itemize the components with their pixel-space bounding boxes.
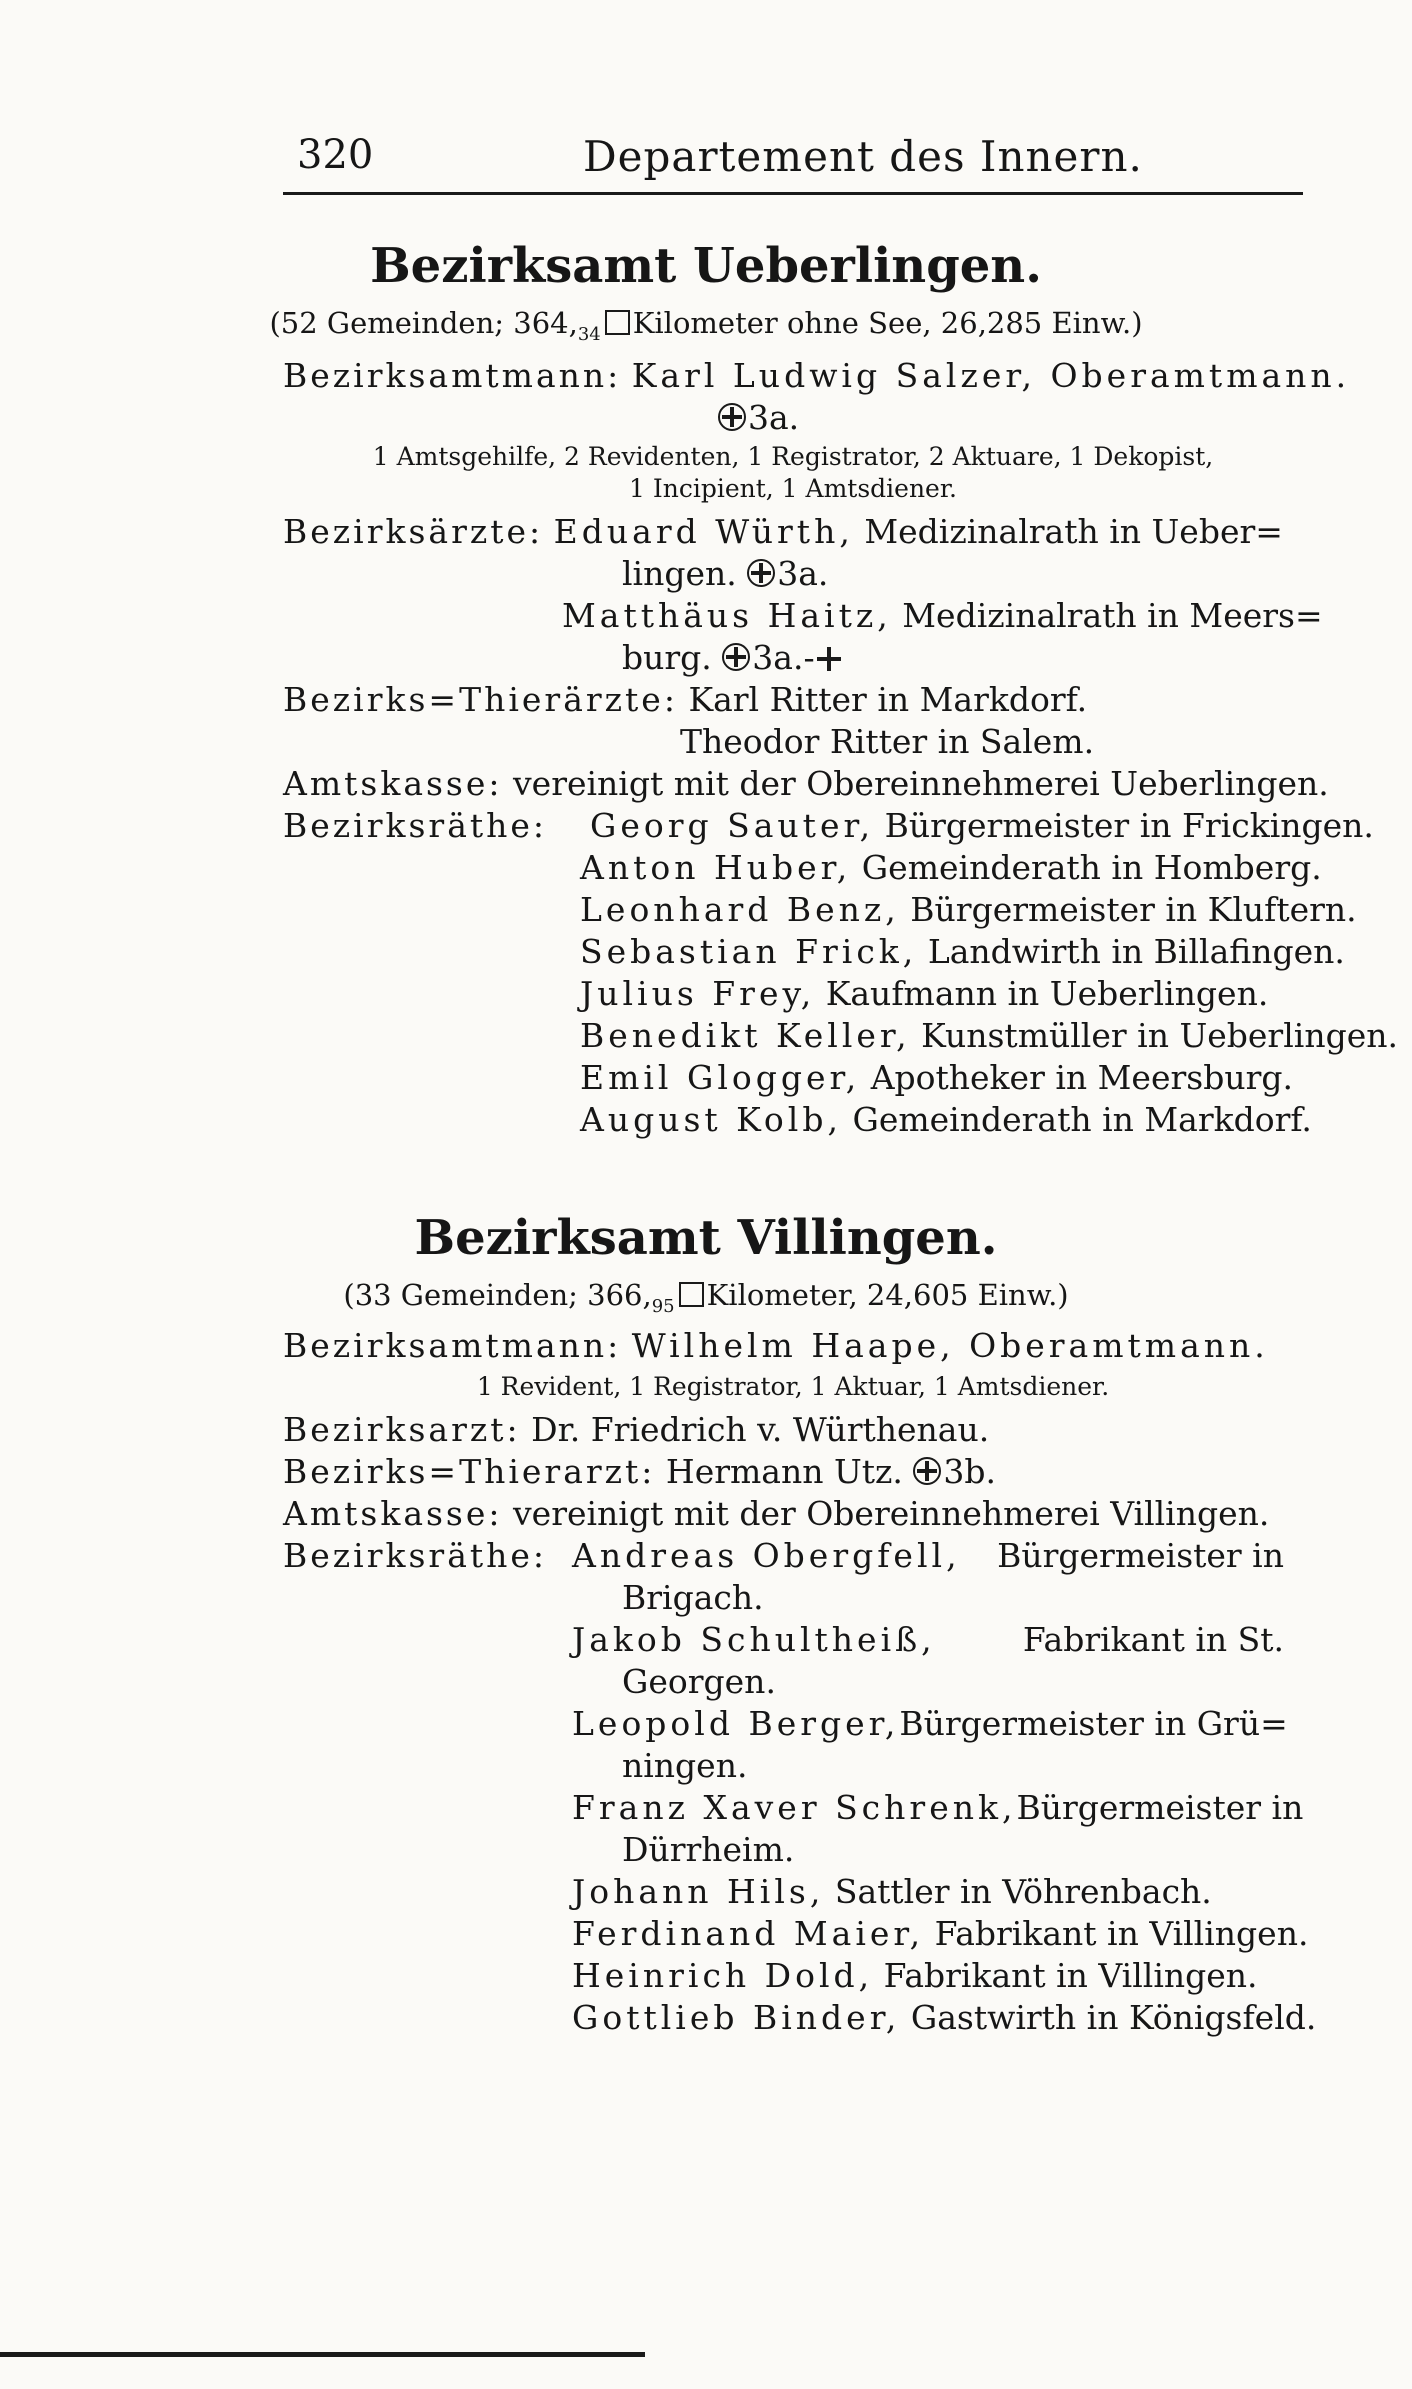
square-icon: [679, 1282, 704, 1307]
rath-entry: August Kolb, Gemeinderath in Markdorf.: [580, 1100, 1312, 1139]
rath-entry: Benedikt Keller, Kunstmüller in Ueberlingen.: [580, 1016, 1398, 1055]
thier-text: Hermann Utz.: [665, 1452, 903, 1491]
section-meta-ueberlingen: (52 Gemeinden; $364,_{34}$ Kilometer ohne See, 26,285 Einw.): [269, 306, 1143, 345]
arzt1-continuation: lingen. 3a.: [622, 554, 829, 593]
staff-line-1: 1 Amtsgehilfe, 2 Revidenten, 1 Registrator, 2 Aktuare, 1 Dekopist,: [372, 442, 1214, 471]
rath-continuation: Georgen.: [622, 1662, 776, 1701]
page-header: [283, 128, 1303, 195]
order-icon: [913, 1457, 941, 1485]
rath-continuation: ningen.: [622, 1746, 748, 1785]
section-title-villingen: Bezirksamt Villingen.: [414, 1210, 998, 1266]
raethe-label: Bezirksräthe:: [283, 1536, 548, 1575]
arzt-line: [283, 1410, 989, 1450]
kasse-text: vereinigt mit der Obereinnehmerei Ueberlingen.: [513, 764, 1329, 803]
arzt2-name: Matthäus Haitz,: [562, 596, 892, 635]
rath-entry: Leopold Berger, Bürgermeister in Grü=: [572, 1704, 1288, 1743]
arzt1-name: Eduard Würth,: [553, 512, 854, 551]
thier1-text: Karl Ritter in Markdorf.: [688, 680, 1088, 719]
rath-entry: Jakob Schultheiß, Fabrikant in St.: [572, 1620, 1284, 1659]
kasse-text: vereinigt mit der Obereinnehmerei Villingen.: [513, 1494, 1270, 1533]
square-icon: [605, 310, 630, 335]
amtmann-text: Wilhelm Haape, Oberamtmann.: [631, 1326, 1269, 1365]
amtmann-label: Bezirksamtmann:: [283, 356, 622, 395]
rath-entry: Julius Frey, Kaufmann in Ueberlingen.: [580, 974, 1269, 1013]
footer-rule: [0, 2352, 645, 2357]
thier-line: Bezirks=Thierarzt: Hermann Utz. 3b.: [283, 1452, 997, 1491]
order-icon: [718, 403, 746, 431]
amtmann-text: Karl Ludwig Salzer, Oberamtmann.: [631, 356, 1351, 395]
rath-entry: Emil Glogger, Apotheker in Meersburg.: [580, 1058, 1293, 1097]
aerzte-line-1: [283, 512, 1283, 552]
rath-entry: Heinrich Dold, Fabrikant in Villingen.: [572, 1956, 1258, 1995]
aerzte-label: Bezirksärzte:: [283, 512, 544, 551]
arzt2-continuation: burg. 3a.-: [622, 638, 841, 678]
thier-line-1: [283, 680, 1087, 720]
rath-entry: Anton Huber, Gemeinderath in Homberg.: [580, 848, 1322, 887]
rath-continuation: Dürrheim.: [622, 1830, 795, 1869]
rath-entry: Andreas Obergfell, Bürgermeister in: [572, 1536, 1284, 1575]
kasse-line: [283, 764, 1329, 804]
rath-entry: Franz Xaver Schrenk, Bürgermeister in: [572, 1788, 1304, 1827]
amtmann-line-2: [283, 1326, 1269, 1366]
section-title-ueberlingen: Bezirksamt Ueberlingen.: [370, 238, 1042, 294]
order-icon: [722, 643, 750, 671]
amtmann-label: Bezirksamtmann:: [283, 1326, 622, 1365]
amtmann-order: 3a.: [718, 398, 799, 438]
rath-entry: Gottlieb Binder, Gastwirth in Königsfeld.: [572, 1998, 1317, 2037]
running-title: Departement des Innern.: [583, 132, 1143, 181]
arzt2-line: [562, 596, 1323, 636]
amtmann-line: [283, 356, 1350, 396]
kasse-label: Amtskasse:: [283, 764, 503, 803]
staff-line: 1 Revident, 1 Registrator, 1 Aktuar, 1 Amtsdiener.: [476, 1372, 1110, 1401]
section-meta-villingen: (33 Gemeinden; $366,_{95}$ Kilometer, 24,605 Einw.): [343, 1278, 1069, 1317]
thier-label: Bezirks=Thierärzte:: [283, 680, 678, 719]
rath-entry: Leonhard Benz, Bürgermeister in Kluftern.: [580, 890, 1357, 929]
arzt2-text: Medizinalrath in Meers=: [902, 596, 1323, 635]
rath-entry: Johann Hils, Sattler in Vöhrenbach.: [572, 1872, 1212, 1911]
arzt1-text: Medizinalrath in Ueber=: [864, 512, 1283, 551]
kasse-label: Amtskasse:: [283, 1494, 503, 1533]
raethe-label: Bezirksräthe:: [283, 806, 548, 845]
rath-entry: Ferdinand Maier, Fabrikant in Villingen.: [572, 1914, 1309, 1953]
kasse-line-2: [283, 1494, 1269, 1534]
order-icon: [747, 559, 775, 587]
rath-entry: Sebastian Frick, Landwirth in Billafingen.: [580, 932, 1345, 971]
arzt-text: Dr. Friedrich v. Würthenau.: [531, 1410, 990, 1449]
thier2-text: Theodor Ritter in Salem.: [680, 722, 1095, 761]
rath-entry: Georg Sauter, Bürgermeister in Frickingen.: [590, 806, 1374, 845]
staff-line-2: 1 Incipient, 1 Amtsdiener.: [629, 474, 957, 503]
page-number: 320: [297, 132, 374, 178]
cross-icon: [817, 647, 841, 671]
thier-label: Bezirks=Thierarzt:: [283, 1452, 656, 1491]
rath-continuation: Brigach.: [622, 1578, 764, 1617]
arzt-label: Bezirksarzt:: [283, 1410, 521, 1449]
